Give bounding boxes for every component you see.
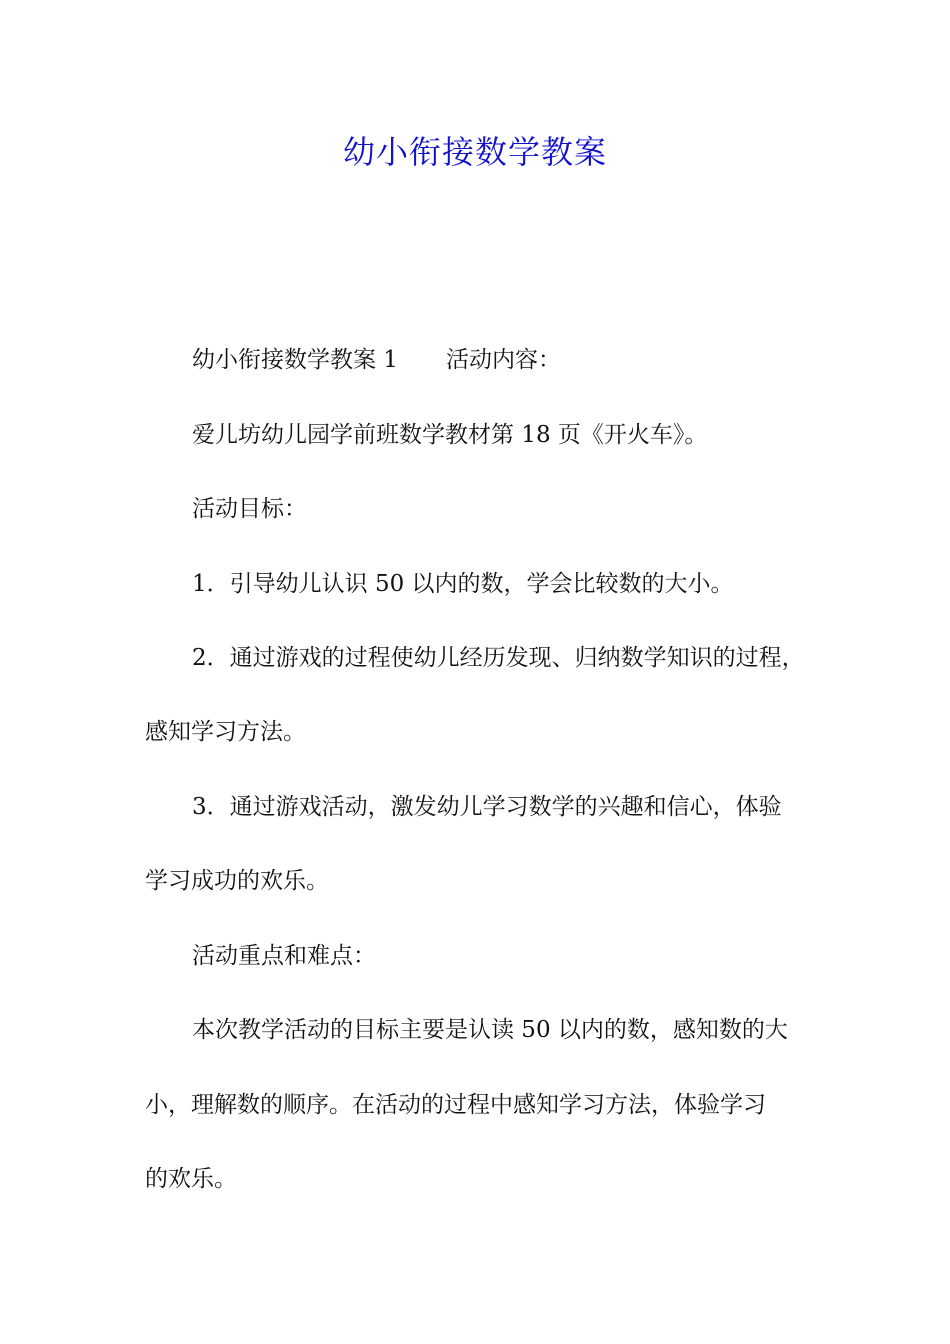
lesson-heading: 幼小衔接数学教案 1 — [192, 347, 398, 373]
paragraph-line-1 — [145, 343, 872, 377]
paragraph-line-5: 2．通过游戏的过程使幼儿经历发现、归纳数学知识的过程， — [192, 645, 805, 671]
paragraph-line-11: 小，理解数的顺序。在活动的过程中感知学习方法，体验学习 — [145, 1092, 766, 1118]
paragraph-line-9: 活动重点和难点： — [192, 943, 376, 969]
paragraph-line-12: 的欢乐。 — [145, 1166, 237, 1192]
paragraph-line-10: 本次教学活动的目标主要是认读 50 以内的数，感知数的大 — [192, 1017, 788, 1043]
document-title: 幼小衔接数学教案 — [342, 133, 607, 171]
paragraph-line-2: 爱儿坊幼儿园学前班数学教材第 18 页《开火车》。 — [192, 422, 708, 448]
paragraph-line-4: 1．引导幼儿认识 50 以内的数，学会比较数的大小。 — [192, 571, 734, 597]
paragraph-line-6: 感知学习方法。 — [145, 719, 306, 745]
paragraph-line-8: 学习成功的欢乐。 — [145, 868, 329, 894]
paragraph-line-3: 活动目标： — [192, 496, 307, 522]
activity-content-label: 活动内容： — [445, 347, 561, 373]
paragraph-line-7: 3．通过游戏活动，激发幼儿学习数学的兴趣和信心，体验 — [192, 794, 782, 820]
